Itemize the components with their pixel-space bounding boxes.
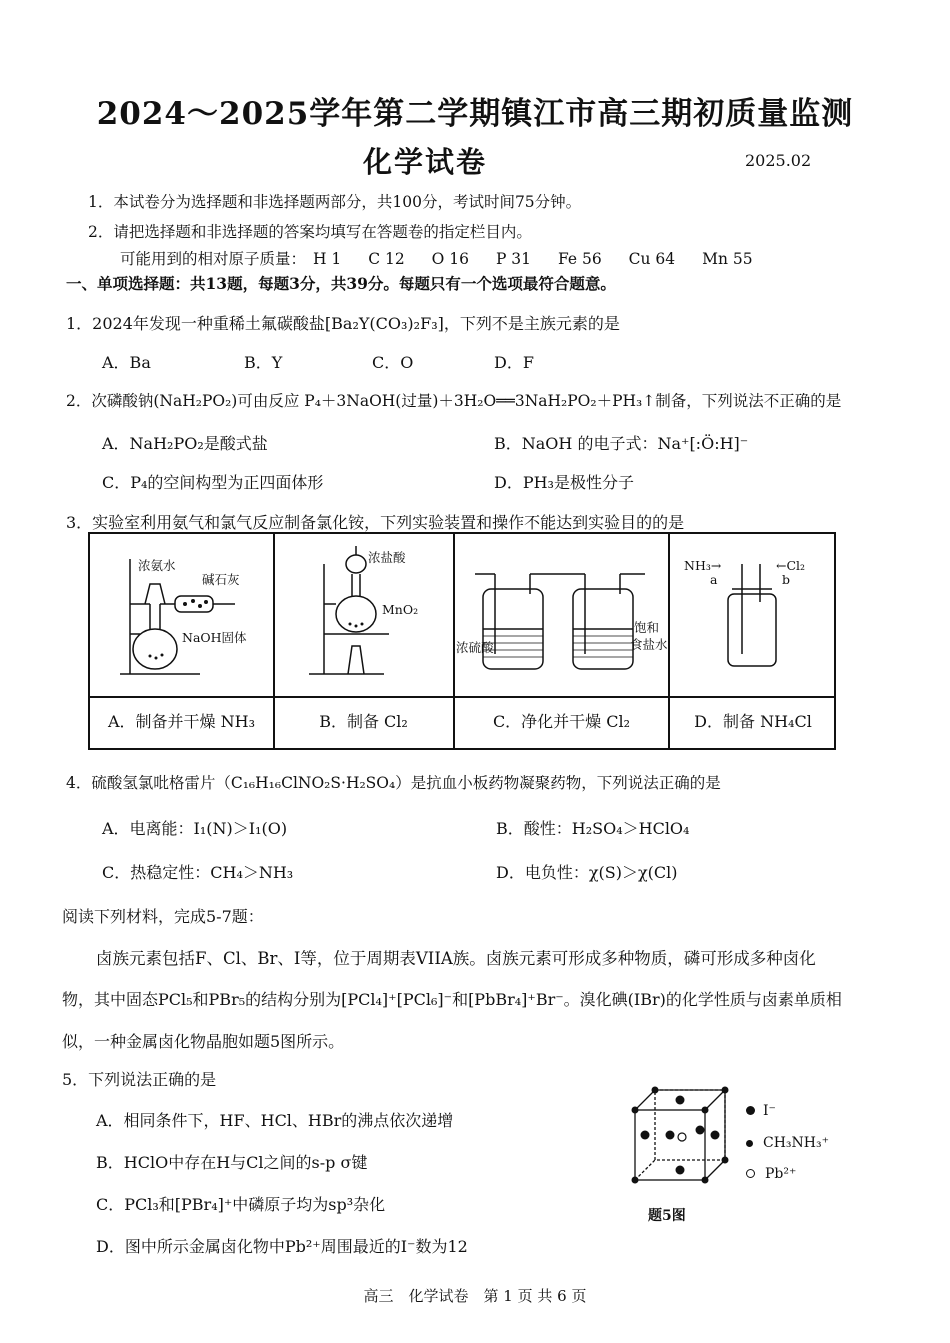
reading-intro: 阅读下列材料，完成5-7题：	[62, 907, 264, 926]
figure-caption: 题5图	[648, 1208, 686, 1224]
label-d2: ←Cl₂	[776, 558, 806, 573]
label-a3: NaOH固体	[182, 630, 247, 645]
label-b2: MnO₂	[382, 602, 419, 617]
legend-iodide	[746, 1103, 776, 1119]
q5-option-b: B．HClO中存在H与Cl之间的s-p σ键	[96, 1153, 368, 1172]
instruction-2: 2．请把选择题和非选择题的答案均填写在答题卷的指定栏目内。	[88, 223, 532, 241]
q2-option-a: A．NaH₂PO₂是酸式盐	[102, 434, 268, 453]
instruction-1: 1．本试卷分为选择题和非选择题两部分，共100分，考试时间75分钟。	[88, 193, 582, 211]
mass-cu: Cu 64	[628, 250, 676, 268]
label-a1: 浓氨水	[138, 558, 176, 573]
mass-c: C 12	[368, 250, 405, 268]
q5-option-d: D．图中所示金属卤化物中Pb²⁺周围最近的I⁻数为12	[96, 1237, 468, 1256]
legend-methylammonium	[746, 1135, 829, 1151]
q2-stem: 2．次磷酸钠(NaH₂PO₂)可由反应 P₄＋3NaOH(过量)＋3H₂O══3NaH₂PO₂＋PH₃↑制备，下列说法不正确的是	[66, 392, 842, 410]
q4-option-b: B．酸性：H₂SO₄＞HClO₄	[496, 819, 690, 838]
legend-lead-label: Pb²⁺	[765, 1166, 797, 1182]
q4-stem: 4．硫酸氢氯吡格雷片（C₁₆H₁₆ClNO₂S·H₂SO₄）是抗血小板药物凝聚药物，下列说法正确的是	[66, 774, 721, 792]
label-b1: 浓盐酸	[368, 550, 406, 565]
legend-lead-dot	[746, 1169, 755, 1178]
label-c2: 饱和	[634, 620, 660, 635]
legend-methylammonium-label: CH₃NH₃⁺	[763, 1135, 829, 1151]
legend-lead	[746, 1166, 796, 1182]
crystal-cell-figure	[625, 1080, 735, 1195]
q4-option-c: C．热稳定性：CH₄＞NH₃	[102, 863, 294, 882]
mass-o: O 16	[431, 250, 470, 268]
atomic-masses-label: 可能用到的相对原子质量：	[120, 250, 307, 268]
q1-option-a: A．Ba	[102, 353, 151, 372]
section-heading: 一、单项选择题：共13题，每题3分，共39分。每题只有一个选项最符合题意。	[66, 274, 616, 293]
legend-iodide-dot	[746, 1106, 755, 1115]
label-c3: 食盐水	[630, 637, 668, 652]
apparatus-c-figure	[455, 534, 668, 694]
q3-stem: 3．实验室利用氨气和氯气反应制备氯化铵，下列实验装置和操作不能达到实验目的的是	[66, 513, 685, 532]
mass-mn: Mn 55	[702, 250, 753, 268]
exam-title: 2024～2025学年第二学期镇江市高三期初质量监测	[96, 96, 854, 132]
label-c1: 浓硫酸	[456, 640, 494, 655]
reading-line-1: 卤族元素包括F、Cl、Br、I等，位于周期表VIIA族。卤族元素可形成多种物质，磷可形成多种卤化	[96, 949, 816, 968]
exam-date: 2025.02	[745, 151, 812, 170]
apparatus-table	[88, 532, 836, 750]
apparatus-b-figure	[274, 534, 453, 694]
caption-b: B．制备 Cl₂	[319, 712, 408, 731]
q4-option-a: A．电离能：I₁(N)＞I₁(O)	[102, 819, 288, 838]
legend-methylammonium-dot	[746, 1140, 753, 1147]
mass-fe: Fe 56	[557, 250, 602, 268]
atomic-masses	[120, 247, 775, 269]
caption-d: D．制备 NH₄Cl	[694, 712, 812, 731]
q5-option-c: C．PCl₃和[PBr₄]⁺中磷原子均为sp³杂化	[96, 1195, 386, 1214]
q5-option-a: A．相同条件下，HF、HCl、HBr的沸点依次递增	[96, 1111, 454, 1130]
lead-ion	[678, 1133, 686, 1141]
label-d3: a	[710, 572, 718, 587]
label-d1: NH₃→	[684, 558, 722, 573]
q2-option-d: D．PH₃是极性分子	[494, 473, 634, 492]
reading-line-2: 物，其中固态PCl₅和PBr₅的结构分别为[PCl₄]⁺[PCl₆]⁻和[PbBr₄]⁺Br⁻。溴化碘(IBr)的化学性质与卤素单质相	[62, 990, 842, 1009]
label-d4: b	[782, 572, 791, 587]
q1-option-d: D．F	[494, 353, 534, 372]
q1-option-b: B．Y	[244, 353, 283, 372]
apparatus-a-figure	[90, 534, 273, 694]
legend-iodide-label: I⁻	[763, 1103, 776, 1119]
page-footer: 高三 化学试卷 第 1 页 共 6 页	[363, 1287, 587, 1305]
q4-option-d: D．电负性：χ(S)＞χ(Cl)	[496, 863, 678, 882]
q1-stem: 1．2024年发现一种重稀土氟碳酸盐[Ba₂Y(CO₃)₂F₃]，下列不是主族元素的是	[66, 314, 620, 333]
mass-h: H 1	[312, 250, 342, 268]
caption-c: C．净化并干燥 Cl₂	[492, 712, 631, 731]
q1-option-c: C．O	[372, 353, 414, 372]
mass-p: P 31	[495, 250, 532, 268]
reading-line-3: 似，一种金属卤化物晶胞如题5图所示。	[62, 1032, 345, 1051]
subject-title: 化学试卷	[362, 145, 487, 179]
q2-option-c: C．P₄的空间构型为正四面体形	[102, 473, 324, 492]
label-a2: 碱石灰	[202, 572, 240, 587]
caption-a: A．制备并干燥 NH₃	[107, 712, 255, 731]
q5-stem: 5．下列说法正确的是	[62, 1070, 217, 1089]
q2-option-b: B．NaOH 的电子式：Na⁺[:Ö:H]⁻	[494, 434, 749, 453]
